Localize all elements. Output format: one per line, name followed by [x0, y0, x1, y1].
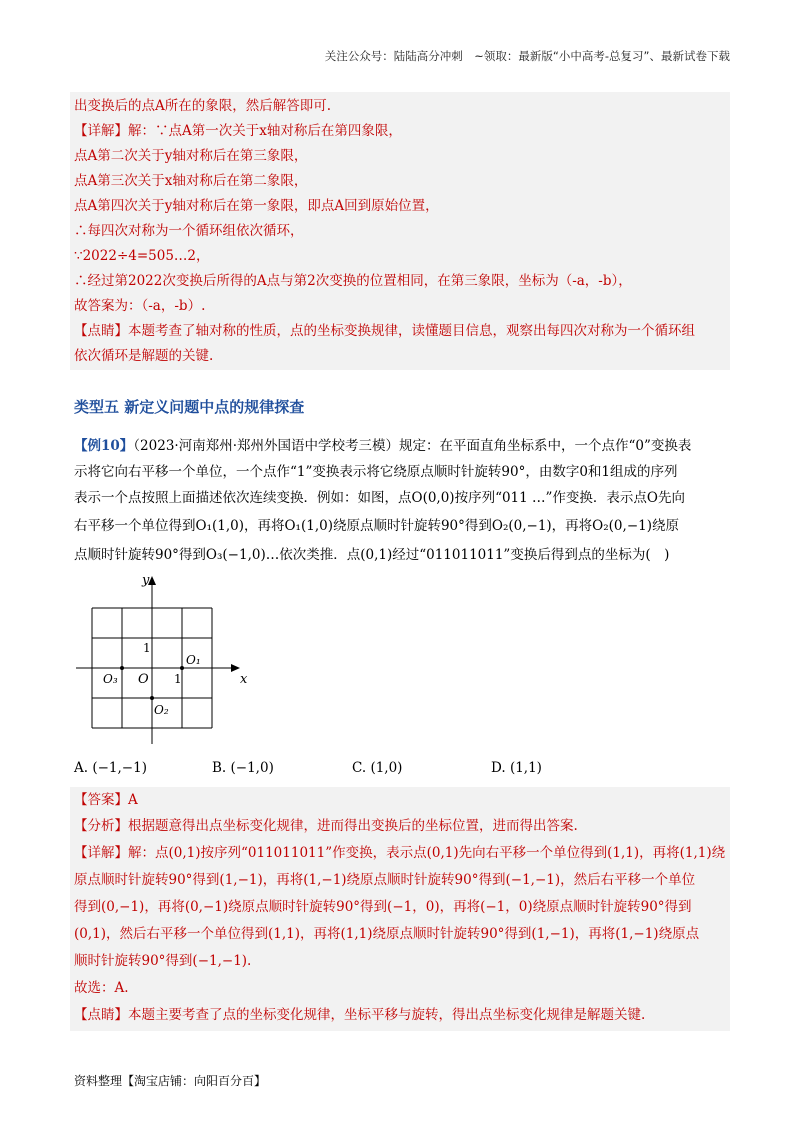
o2-label: O₂ [154, 703, 169, 717]
choice-line: 故选：A. [74, 980, 129, 996]
detail-line: 顺时针旋转90°得到(−1,−1). [74, 953, 252, 969]
option-value: (−1,−1) [92, 760, 147, 776]
prev-line: 【点睛】本题考查了轴对称的性质，点的坐标变换规律，读懂题目信息，观察出每四次对称为一个循环组 [74, 323, 695, 339]
prev-line: ∴经过第2022次变换后所得的A点与第2次变换的位置相同，在第三象限，坐标为（-a，-b）， [74, 273, 632, 289]
example-line: 点顺时针旋转90°得到O₃(−1,0)…依次类推．点(0,1)经过“011011011”变换后得到点的坐标为( ) [74, 547, 670, 563]
example-line: 右平移一个单位得到O₁(1,0)，再将O₁(1,0)绕原点顺时针旋转90°得到O₂(0,−1)，再将O₂(0,−1)绕原 [74, 518, 679, 534]
example-line [74, 436, 691, 456]
option-b[interactable] [212, 760, 274, 776]
detail-line: 得到(0,−1)，再将(0,−1)绕原点顺时针旋转90°得到(−1，0)，再将(−1，0)绕原点顺时针旋转90°得到 [74, 899, 692, 915]
page-header: 关注公众号：陆陆高分冲刺 ~领取：最新版“小中高考-总复习”、最新试卷下载 [324, 49, 730, 63]
comment-line: 【点睛】本题主要考查了点的坐标变化规律，坐标平移与旋转，得出点坐标变化规律是解题关键. [74, 1007, 646, 1023]
detail-line: 【详解】解：点(0,1)按序列“011011011”作变换，表示点(0,1)先向右平移一个单位得到(1,1)，再将(1,1)绕 [74, 845, 726, 861]
prev-line: 故答案为：（-a，-b）. [74, 298, 206, 314]
option-letter: D. [491, 760, 506, 776]
option-value: (1,1) [509, 760, 542, 776]
detail-line: 原点顺时针旋转90°得到(1,−1)，再将(1,−1)绕原点顺时针旋转90°得到(−1,−1)，然后右平移一个单位 [74, 872, 696, 888]
option-letter: B. [212, 760, 227, 776]
point-o3 [120, 666, 124, 670]
analysis-line: 【分析】根据题意得出点坐标变化规律，进而得出变换后的坐标位置，进而得出答案. [74, 818, 578, 834]
coordinate-figure [70, 568, 270, 758]
option-c[interactable] [352, 760, 402, 776]
option-letter: C. [352, 760, 367, 776]
answer-line: 【答案】A [74, 792, 138, 808]
detail-line: (0,1)，然后右平移一个单位得到(1,1)，再将(1,1)绕原点顺时针旋转90°得到(1,−1)，再将(1,−1)绕原点 [74, 926, 700, 942]
option-a[interactable] [74, 760, 147, 776]
origin-label: O [138, 672, 149, 687]
point-o2 [150, 696, 154, 700]
prev-line: ∵2022÷4=505…2， [74, 248, 210, 264]
x-unit-label: 1 [174, 672, 182, 686]
prev-line: 出变换后的点A所在的象限，然后解答即可. [74, 98, 332, 114]
prev-line: ∴每四次对称为一个循环组依次循环， [74, 223, 304, 239]
example-line: 表示一个点按照上面描述依次连续变换．例如：如图，点O(0,0)按序列“011 …”作变换．表示点O先向 [74, 490, 685, 506]
option-d[interactable] [491, 760, 542, 776]
x-axis-arrow [231, 664, 240, 672]
page-footer: 资料整理【淘宝店铺：向阳百分百】 [74, 1074, 267, 1088]
prev-line: 【详解】解：∵点A第一次关于x轴对称后在第四象限， [74, 123, 402, 139]
prev-line: 点A第三次关于x轴对称后在第二象限， [74, 173, 308, 189]
example-line: 示将它向右平移一个单位，一个点作“1”变换表示将它绕原点顺时针旋转90°，由数字0和1组成的序列 [74, 464, 678, 480]
o3-label: O₃ [103, 672, 118, 686]
section-title: 类型五 新定义问题中点的规律探查 [74, 398, 305, 416]
y-axis-label: y [142, 573, 150, 588]
prev-line: 依次循环是解题的关键. [74, 348, 214, 364]
point-o1 [180, 666, 184, 670]
y-unit-label: 1 [143, 641, 151, 655]
option-value: (−1,0) [230, 760, 274, 776]
x-axis-label: x [240, 672, 248, 687]
example-text: （2023·河南郑州·郑州外国语中学校考三模）规定：在平面直角坐标系中，一个点作“0”变换表 [133, 438, 692, 454]
option-letter: A. [74, 760, 89, 776]
prev-line: 点A第四次关于y轴对称后在第一象限，即点A回到原始位置， [74, 198, 439, 214]
example-tag: 【例10】 [74, 438, 134, 454]
o1-label: O₁ [186, 653, 201, 667]
option-value: (1,0) [370, 760, 403, 776]
prev-line: 点A第二次关于y轴对称后在第三象限， [74, 148, 308, 164]
